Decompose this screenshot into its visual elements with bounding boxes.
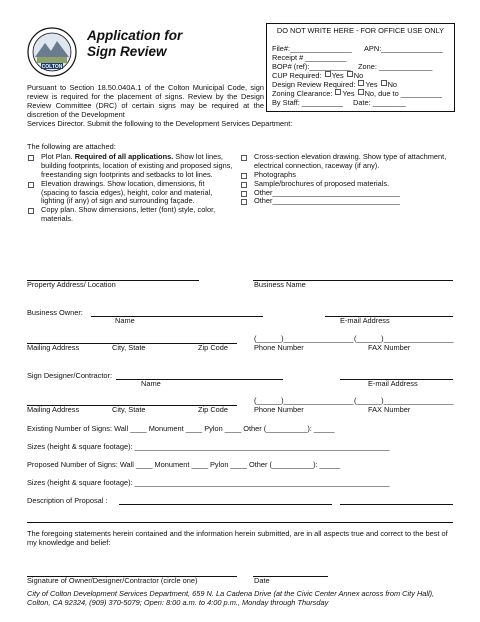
cup-yes-checkbox[interactable]: [325, 71, 331, 77]
owner-fax-area: (______): [354, 334, 384, 343]
attached-heading: The following are attached:: [27, 142, 116, 151]
property-address-label: Property Address/ Location: [27, 280, 116, 289]
plot-plan-details: Show lot lines, building footprints, location of existing and proposed signs, freestanding sign footprints and setbacks to lot lines.: [41, 152, 233, 179]
owner-name-label: Name: [115, 316, 135, 325]
cup-yes-label: Yes: [331, 71, 344, 80]
business-owner-label: Business Owner:: [27, 308, 83, 317]
elevation-text: Elevation drawings. Show location, dimensions, fit (spacing to fascia edges), height, color and material, lighting (if any) of sign and surrounding façade.: [41, 178, 213, 206]
photographs-text: Photographs: [254, 169, 296, 179]
other-1-checkbox[interactable]: [241, 191, 247, 197]
designer-city-label: City, State: [112, 405, 146, 414]
designer-name-label: Name: [141, 379, 161, 388]
staff-field: By Staff: __________: [272, 98, 343, 107]
plot-plan-text: Plot Plan.: [41, 152, 75, 161]
designer-label: Sign Designer/Contractor:: [27, 371, 113, 380]
form-title: [87, 28, 182, 60]
certification-statement: The foregoing statements herein contained and the information herein submitted, are in all aspects true and correct to the best of my knowledge and belief:: [27, 529, 448, 547]
owner-phone-input[interactable]: (______)_________________: [254, 334, 354, 343]
samples-checkbox[interactable]: [241, 182, 247, 188]
existing-sizes-row[interactable]: Sizes (height & square footage): ______________________________________________________________: [27, 442, 390, 451]
description-input[interactable]: [119, 504, 332, 505]
title-line-2: Sign Review: [87, 44, 167, 60]
designer-phone-input[interactable]: (______)_________________: [254, 396, 354, 405]
drr-no-label: No: [387, 80, 398, 89]
description-label: Description of Proposal :: [27, 496, 108, 505]
zoning-yes-label: Yes: [342, 89, 355, 98]
owner-zip-label: Zip Code: [198, 343, 228, 352]
signature-label: Signature of Owner/Designer/Contractor (circle one): [27, 576, 198, 585]
signature-date-label: Date: [254, 576, 270, 585]
section-divider: [27, 522, 453, 523]
receipt-field: Receipt # __________: [272, 53, 347, 62]
other-1-text: Other_______________________________: [254, 187, 400, 197]
owner-fax-input[interactable]: (______)_________________: [354, 334, 454, 343]
list-item-plot-plan: [27, 153, 234, 180]
office-use-header: DO NOT WRITE HERE - FOR OFFICE USE ONLY: [276, 26, 445, 35]
seal-text: COLTON: [41, 64, 63, 70]
attachments-left-list: [27, 153, 234, 224]
zoning-no-checkbox[interactable]: [358, 89, 364, 95]
designer-email-label: E-mail Address: [368, 379, 418, 388]
file-number-field: File#:_______________: [272, 44, 352, 53]
drr-yes-checkbox[interactable]: [358, 80, 364, 86]
cross-section-text: Cross-section elevation drawing. Show type of attachment, electrical connection, raceway (if any).: [254, 152, 447, 170]
intro-paragraph-end: Services Director. Submit the following to the Development Services Department:: [27, 119, 293, 128]
designer-mailing-label: Mailing Address: [27, 405, 80, 414]
designer-phone-label: Phone Number: [254, 405, 304, 414]
cross-section-checkbox[interactable]: [241, 155, 247, 161]
other-2-checkbox[interactable]: [241, 199, 247, 205]
list-item-other-2: [240, 197, 453, 206]
office-date-field: Date: ________: [353, 98, 406, 107]
elevation-checkbox[interactable]: [28, 182, 34, 188]
owner-mailing-label: Mailing Address: [27, 343, 80, 352]
copy-plan-text: Copy plan. Show dimensions, letter (font) style, color, materials.: [41, 205, 216, 224]
designer-fax-label: FAX Number: [368, 405, 411, 414]
photographs-checkbox[interactable]: [241, 173, 247, 179]
list-item-copy-plan: [27, 206, 234, 224]
title-line-1: Application for: [87, 28, 183, 43]
cup-no-label: No: [353, 71, 364, 80]
owner-phone-label: Phone Number: [254, 343, 304, 352]
cup-required-row: [272, 71, 363, 80]
copy-plan-checkbox[interactable]: [28, 208, 34, 214]
drr-no-checkbox[interactable]: [381, 80, 387, 86]
business-name-label: Business Name: [254, 280, 306, 289]
city-of-colton-seal: [27, 27, 77, 77]
owner-phone-area: (______): [254, 334, 284, 343]
designer-phone-area: (______): [254, 396, 284, 405]
zoning-clearance-label: Zoning Clearance:: [272, 89, 333, 98]
zoning-clearance-row: [272, 89, 442, 98]
footer-contact-info: City of Colton Development Services Department, 659 N. La Cadena Drive (at the Civic Center Annex across from City Hall), Colton, CA 92324, (909) 370-5079; Open: 8:00 a.m. to 4:00 p.m., Monday through Thursday: [27, 589, 435, 607]
owner-email-label: E-mail Address: [340, 316, 390, 325]
designer-fax-area: (______): [354, 396, 384, 405]
intro-paragraph: Pursuant to Section 18.50.040A.1 of the Colton Municipal Code, sign review is required for the placement of signs. Review by the Design Review Committee (DRC) of certain signs may be required at the discretion of the Development: [27, 83, 264, 119]
attachments-right-list: [240, 153, 453, 206]
list-item-cross-section: [240, 153, 453, 171]
other-2-text: Other_______________________________: [254, 196, 400, 206]
design-review-row: [272, 80, 397, 89]
cup-required-label: CUP Required:: [272, 71, 322, 80]
proposed-sizes-row[interactable]: Sizes (height & square footage): ______________________________________________________________: [27, 478, 390, 487]
design-review-label: Design Review Required:: [272, 80, 356, 89]
drr-yes-label: Yes: [365, 80, 378, 89]
zoning-yes-checkbox[interactable]: [335, 89, 341, 95]
bop-field: BOP# (ref):__________: [272, 62, 351, 71]
existing-signs-row[interactable]: Existing Number of Signs: Wall ____ Monument ____ Pylon ____ Other (__________): _____: [27, 424, 335, 433]
designer-zip-label: Zip Code: [198, 405, 228, 414]
plot-plan-required: Required of all applications.: [74, 152, 174, 161]
zoning-no-label: No, due to __________: [364, 89, 442, 98]
zone-field: Zone: _____________: [358, 62, 433, 71]
proposed-signs-row[interactable]: Proposed Number of Signs: Wall ____ Monument ____ Pylon ____ Other (__________): _____: [27, 460, 341, 469]
cup-no-checkbox[interactable]: [347, 71, 353, 77]
list-item-elevation-drawings: [27, 180, 234, 207]
description-input-end[interactable]: [340, 504, 453, 505]
owner-fax-label: FAX Number: [368, 343, 411, 352]
designer-fax-input[interactable]: (______)_________________: [354, 396, 454, 405]
plot-plan-checkbox[interactable]: [28, 155, 34, 161]
office-use-box: [266, 23, 455, 112]
owner-city-label: City, State: [112, 343, 146, 352]
apn-field: APN:_______________: [364, 44, 443, 53]
samples-text: Sample/brochures of proposed materials.: [254, 178, 390, 188]
